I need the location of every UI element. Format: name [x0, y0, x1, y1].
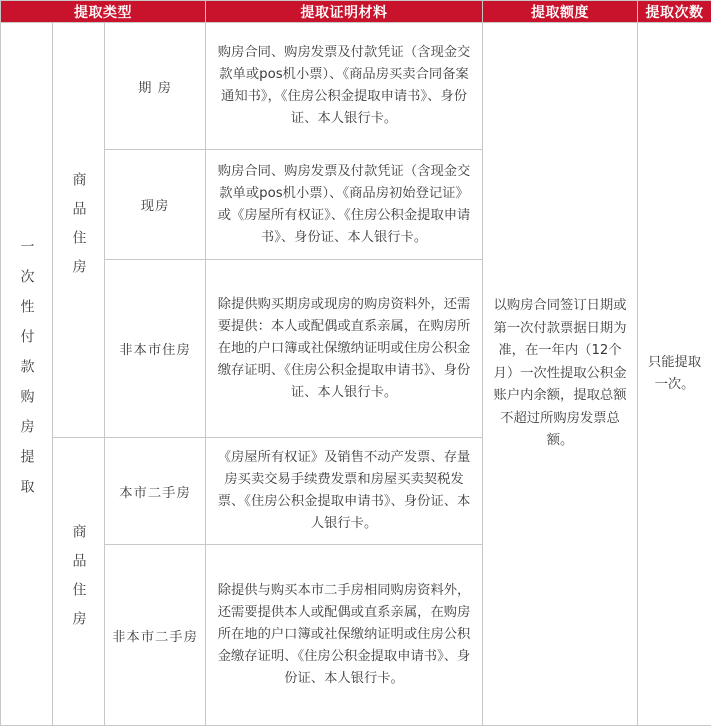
- materials-cell: [206, 23, 483, 150]
- materials-text: 购房合同、购房发票及付款凭证（含现金交款单或pos机小票）、《商品房初始登记证》或《房屋所有权证》、《住房公积金提取申请书》、身份证、本人银行卡。: [217, 163, 471, 245]
- table-row: [1, 23, 711, 150]
- materials-cell: [206, 150, 483, 260]
- subtype-cell: [105, 545, 206, 726]
- subtype-cell: [105, 438, 206, 545]
- subtype-cell: [105, 150, 206, 260]
- group-cell: [53, 23, 105, 438]
- materials-text: 除提供与购买本市二手房相同购房资料外，还需要提供本人或配偶或直系亲属，在购房所在地的户口簿或社保缴纳证明或住房公积金缴存证明、《住房公积金提取申请书》、身份证、本人银行卡。: [217, 583, 471, 686]
- amount-text: 以购房合同签订日期或第一次付款票据日期为准，在一年内（12个月）一次性提取公积金账户内余额，提取总额不超过所购房发票总额。: [493, 298, 627, 449]
- materials-cell: [206, 438, 483, 545]
- category-cell: [1, 23, 53, 726]
- header-type: 提取类型: [1, 1, 206, 23]
- subtype-cell: [105, 23, 206, 150]
- subtype-label: 期 房: [138, 80, 172, 96]
- header-materials: 提取证明材料: [206, 1, 483, 23]
- group-label: 商品住房: [70, 172, 87, 288]
- materials-text: 《房屋所有权证》及销售不动产发票、存量房买卖交易手续费发票和房屋买卖契税发票、《住房公积金提取申请书》、身份证、本人银行卡。: [217, 450, 471, 531]
- subtype-label: 本市二手房: [119, 485, 191, 501]
- subtype-label: 非本市二手房: [112, 629, 198, 645]
- times-cell: [638, 23, 711, 726]
- materials-cell: [206, 545, 483, 726]
- materials-text: 除提供购买期房或现房的购房资料外，还需要提供：本人或配偶或直系亲属，在购房所在地的户口簿或社保缴纳证明或住房公积金缴存证明、《住房公积金提取申请书》、身份证、本人银行卡。: [217, 296, 471, 400]
- subtype-cell: [105, 260, 206, 438]
- group-cell: [53, 438, 105, 726]
- header-times: 提取次数: [638, 1, 711, 23]
- subtype-label: 现房: [140, 199, 170, 214]
- group-label: 商品住房: [70, 523, 87, 640]
- materials-cell: [206, 260, 483, 438]
- header-amount: 提取额度: [483, 1, 638, 23]
- category-label: 一次性付款购房提取: [18, 239, 35, 509]
- materials-text: 购房合同、购房发票及付款凭证（含现金交款单或pos机小票）、《商品房买卖合同备案通知书》，《住房公积金提取申请书》、身份证、本人银行卡。: [217, 45, 471, 126]
- times-text: 只能提取一次。: [647, 355, 702, 392]
- table-header-row: [1, 1, 711, 23]
- amount-cell: [483, 23, 638, 726]
- subtype-label: 非本市住房: [119, 343, 191, 358]
